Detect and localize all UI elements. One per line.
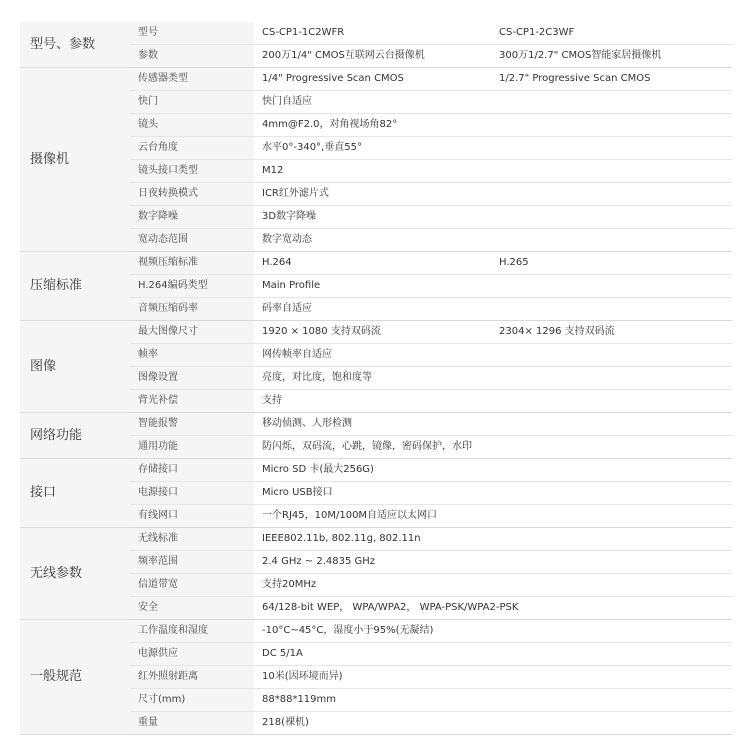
- spec-value: CS-CP1-2C3WF: [491, 22, 732, 45]
- spec-label: 通用功能: [130, 436, 254, 459]
- group-title: 图像: [20, 321, 130, 413]
- spec-label: 无线标准: [130, 528, 254, 551]
- spec-label: 背光补偿: [130, 390, 254, 413]
- spec-value: Micro USB接口: [254, 482, 732, 505]
- spec-value: 2.4 GHz ~ 2.4835 GHz: [254, 551, 732, 574]
- spec-label: 红外照射距离: [130, 666, 254, 689]
- spec-label: 云台角度: [130, 137, 254, 160]
- spec-value: ICR红外滤片式: [254, 183, 732, 206]
- spec-label: 安全: [130, 597, 254, 620]
- spec-label: 电源供应: [130, 643, 254, 666]
- spec-value: 300万1/2.7" CMOS智能家居摄像机: [491, 45, 732, 68]
- spec-row: [20, 528, 732, 551]
- spec-row: [20, 22, 732, 45]
- spec-label: 频率范围: [130, 551, 254, 574]
- spec-table-body: [20, 22, 732, 735]
- spec-value: 10米(因环境而异): [254, 666, 732, 689]
- spec-label: 有线网口: [130, 505, 254, 528]
- spec-label: 重量: [130, 712, 254, 735]
- spec-value: -10°C~45°C，湿度小于95%(无凝结): [254, 620, 732, 643]
- spec-value: 218(裸机): [254, 712, 732, 735]
- spec-value: Micro SD 卡(最大256G): [254, 459, 732, 482]
- group-title: 型号、参数: [20, 22, 130, 68]
- group-title: 压缩标准: [20, 252, 130, 321]
- spec-label: 存储接口: [130, 459, 254, 482]
- spec-label: 音频压缩码率: [130, 298, 254, 321]
- spec-value: IEEE802.11b, 802.11g, 802.11n: [254, 528, 732, 551]
- spec-label: 传感器类型: [130, 68, 254, 91]
- spec-row: [20, 68, 732, 91]
- spec-label: 最大图像尺寸: [130, 321, 254, 344]
- spec-value: M12: [254, 160, 732, 183]
- spec-label: H.264编码类型: [130, 275, 254, 298]
- spec-value: 支持20MHz: [254, 574, 732, 597]
- spec-value: 码率自适应: [254, 298, 732, 321]
- spec-label: 宽动态范围: [130, 229, 254, 252]
- spec-row: [20, 620, 732, 643]
- spec-value: 防闪烁，双码流，心跳，镜像，密码保护，水印: [254, 436, 732, 459]
- group-title: 摄像机: [20, 68, 130, 252]
- spec-value: 一个RJ45，10M/100M自适应以太网口: [254, 505, 732, 528]
- spec-label: 参数: [130, 45, 254, 68]
- spec-value: 水平0°-340°,垂直55°: [254, 137, 732, 160]
- group-title: 一般规范: [20, 620, 130, 735]
- spec-label: 电源接口: [130, 482, 254, 505]
- spec-value: 64/128-bit WEP， WPA/WPA2， WPA-PSK/WPA2-PSK: [254, 597, 732, 620]
- group-title: 接口: [20, 459, 130, 528]
- spec-value: 亮度，对比度，饱和度等: [254, 367, 732, 390]
- spec-table: [20, 22, 732, 735]
- spec-label: 快门: [130, 91, 254, 114]
- spec-value: 数字宽动态: [254, 229, 732, 252]
- spec-value: CS-CP1-1C2WFR: [254, 22, 491, 45]
- spec-value: H.264: [254, 252, 491, 275]
- spec-label: 型号: [130, 22, 254, 45]
- spec-value: 网传帧率自适应: [254, 344, 732, 367]
- spec-label: 视频压缩标准: [130, 252, 254, 275]
- spec-label: 镜头: [130, 114, 254, 137]
- spec-value: 88*88*119mm: [254, 689, 732, 712]
- spec-row: [20, 321, 732, 344]
- spec-value: 快门自适应: [254, 91, 732, 114]
- spec-label: 镜头接口类型: [130, 160, 254, 183]
- group-title: 无线参数: [20, 528, 130, 620]
- spec-value: 支持: [254, 390, 732, 413]
- spec-row: [20, 459, 732, 482]
- spec-label: 日夜转换模式: [130, 183, 254, 206]
- spec-value: 4mm@F2.0，对角视场角82°: [254, 114, 732, 137]
- spec-value: 1/4" Progressive Scan CMOS: [254, 68, 491, 91]
- spec-label: 尺寸(mm): [130, 689, 254, 712]
- spec-value: 1/2.7" Progressive Scan CMOS: [491, 68, 732, 91]
- spec-value: 移动侦测、人形检测: [254, 413, 732, 436]
- spec-label: 帧率: [130, 344, 254, 367]
- spec-label: 数字降噪: [130, 206, 254, 229]
- spec-label: 信道带宽: [130, 574, 254, 597]
- spec-value: 1920 × 1080 支持双码流: [254, 321, 491, 344]
- spec-value: 2304× 1296 支持双码流: [491, 321, 732, 344]
- spec-row: [20, 413, 732, 436]
- spec-value: Main Profile: [254, 275, 732, 298]
- spec-label: 图像设置: [130, 367, 254, 390]
- spec-row: [20, 252, 732, 275]
- spec-value: DC 5/1A: [254, 643, 732, 666]
- spec-label: 智能报警: [130, 413, 254, 436]
- spec-value: 200万1/4" CMOS互联网云台摄像机: [254, 45, 491, 68]
- spec-value: H.265: [491, 252, 732, 275]
- group-title: 网络功能: [20, 413, 130, 459]
- spec-label: 工作温度和湿度: [130, 620, 254, 643]
- spec-value: 3D数字降噪: [254, 206, 732, 229]
